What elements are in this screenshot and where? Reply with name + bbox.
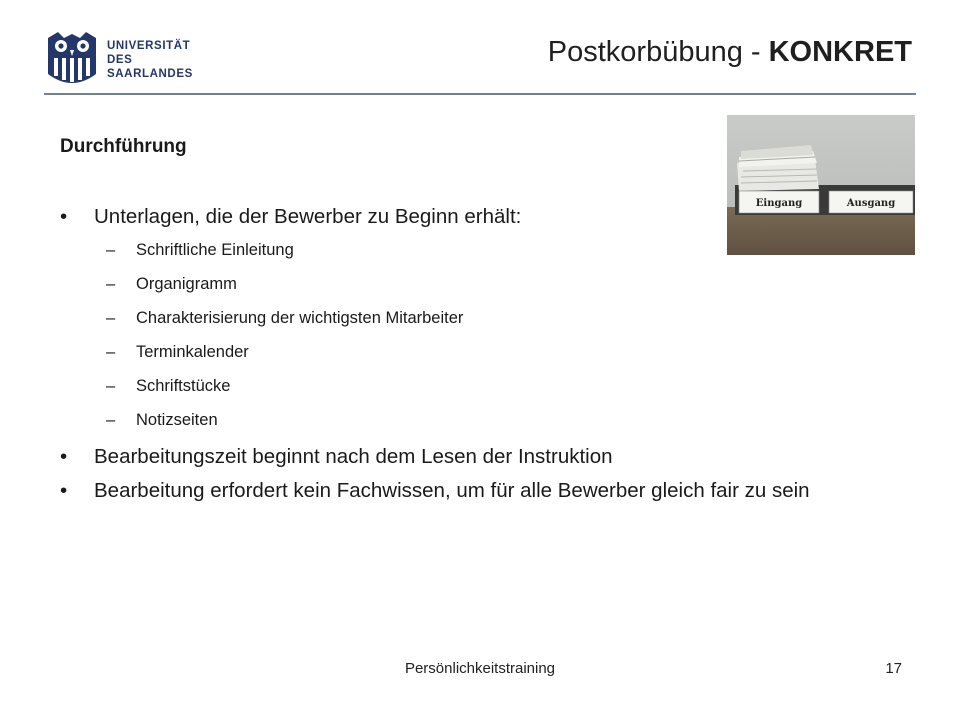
page-number: 17 — [885, 660, 902, 677]
sub-item: – Charakterisierung der wichtigsten Mitarbeiter — [106, 308, 910, 342]
content-list — [60, 204, 910, 504]
bullet-item: • Bearbeitungszeit beginnt nach dem Lesen der Instruktion — [60, 444, 910, 470]
tray-label-out: Ausgang — [846, 198, 896, 209]
title-regular: Postkorbübung - — [547, 36, 769, 68]
slide-title — [548, 36, 912, 69]
tray-label-in: Eingang — [755, 198, 803, 209]
sub-item: – Schriftliche Einleitung — [106, 240, 910, 274]
sub-item: – Terminkalender — [106, 342, 910, 376]
sub-item: – Notizseiten — [106, 410, 910, 444]
owl-seal-icon — [44, 30, 100, 90]
paper-stack — [737, 145, 819, 191]
section-heading: Durchführung — [60, 136, 187, 157]
sub-item: – Organigramm — [106, 274, 910, 308]
bullet-item: • Bearbeitung erfordert kein Fachwissen, um für alle Bewerber gleich fair zu sein — [60, 478, 910, 504]
university-line-2: DES — [107, 54, 133, 66]
university-line-1: UNIVERSITÄT — [107, 40, 191, 52]
university-logo — [44, 30, 214, 94]
university-name — [107, 39, 193, 81]
header-divider — [44, 93, 916, 95]
footer-title: Persönlichkeitstraining — [404, 660, 556, 677]
title-bold: KONKRET — [768, 36, 912, 68]
sub-item: – Schriftstücke — [106, 376, 910, 410]
bullet-item: • Unterlagen, die der Bewerber zu Beginn erhält: — [60, 204, 910, 230]
sub-list — [106, 240, 910, 444]
university-line-3: SAARLANDES — [107, 68, 193, 80]
